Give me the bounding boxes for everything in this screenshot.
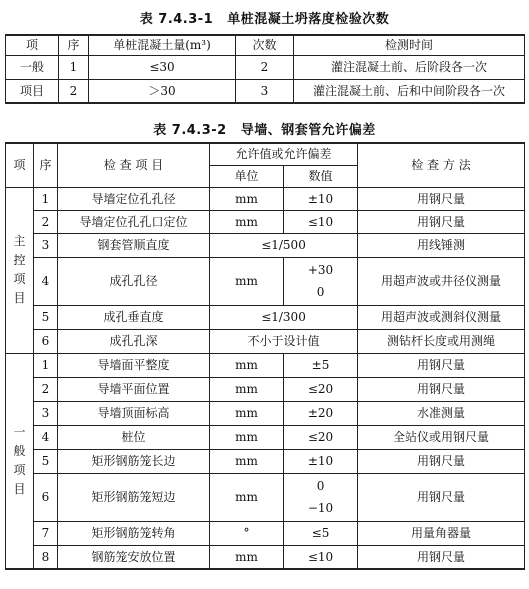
time-cell: 灌注混凝土前、后和中间阶段各一次 (294, 79, 525, 103)
item-cell: 导墙平面位置 (58, 377, 210, 401)
seq-cell: 5 (34, 305, 58, 329)
unit-cell: mm (210, 425, 284, 449)
value-cell: ±20 (284, 401, 358, 425)
item-cell: 钢筋笼安放位置 (58, 545, 210, 569)
seq-cell: 4 (34, 257, 58, 305)
seq-cell: 2 (34, 377, 58, 401)
seq-cell: 3 (34, 401, 58, 425)
qty-cell: ＞30 (89, 79, 236, 103)
method-cell: 水准测量 (358, 401, 525, 425)
seq-cell: 5 (34, 449, 58, 473)
table-row (6, 425, 525, 449)
value-cell: ≤20 (284, 425, 358, 449)
table-row (6, 257, 525, 305)
table1-caption (0, 8, 529, 27)
seq-cell: 1 (59, 55, 89, 79)
seq-cell: 3 (34, 233, 58, 257)
item-cell: 成孔孔深 (58, 329, 210, 353)
unit-cell: mm (210, 353, 284, 377)
table-row (6, 401, 525, 425)
table2 (5, 142, 525, 570)
header-value: 数值 (284, 165, 358, 187)
method-cell: 用钢尺量 (358, 187, 525, 210)
item-cell: 导墙定位孔孔口定位 (58, 210, 210, 233)
table1 (5, 34, 525, 104)
table-row (6, 377, 525, 401)
header-seq: 序 (59, 35, 89, 55)
method-cell: 用超声波或井径仪测量 (358, 257, 525, 305)
header-qty: 单桩混凝土量(m³) (89, 35, 236, 55)
unit-cell: mm (210, 187, 284, 210)
unit-cell: mm (210, 210, 284, 233)
header-item: 项 (6, 143, 34, 187)
method-cell: 全站仪或用钢尺量 (358, 425, 525, 449)
method-cell: 用线锤测 (358, 233, 525, 257)
seq-cell: 2 (34, 210, 58, 233)
seq-cell: 7 (34, 521, 58, 545)
table-row (6, 329, 525, 353)
seq-cell: 1 (34, 353, 58, 377)
method-cell: 用钢尺量 (358, 377, 525, 401)
item-cell: 矩形钢筋笼短边 (58, 473, 210, 521)
seq-cell: 8 (34, 545, 58, 569)
seq-cell: 6 (34, 473, 58, 521)
method-cell: 测钻杆长度或用测绳 (358, 329, 525, 353)
method-cell: 用钢尺量 (358, 210, 525, 233)
general-category-cell: 一 般 项 目 (6, 353, 34, 569)
value-cell: ±10 (284, 449, 358, 473)
header-count: 次数 (236, 35, 294, 55)
header-check-item: 检 查 项 目 (58, 143, 210, 187)
merged-value-cell: 不小于设计值 (210, 329, 358, 353)
method-cell: 用量角器量 (358, 521, 525, 545)
table2-title: 导墙、钢套管允许偏差 (240, 123, 376, 138)
method-cell: 用超声波或测斜仪测量 (358, 305, 525, 329)
table-row (6, 55, 525, 79)
table-row (6, 473, 525, 521)
table1-header-row (6, 35, 525, 55)
count-cell: 2 (236, 55, 294, 79)
count-cell: 3 (236, 79, 294, 103)
value-cell: 0 −10 (284, 473, 358, 521)
table2-caption (0, 119, 529, 138)
item-cell: 成孔孔径 (58, 257, 210, 305)
table-row (6, 353, 525, 377)
item-cell: 矩形钢筋笼转角 (58, 521, 210, 545)
table-row (6, 210, 525, 233)
qty-cell: ≤30 (89, 55, 236, 79)
unit-cell: mm (210, 473, 284, 521)
value-cell: ±10 (284, 187, 358, 210)
table2-number: 表 7.4.3-2 (153, 123, 227, 138)
table2-header-row (6, 143, 525, 165)
method-cell: 用钢尺量 (358, 449, 525, 473)
merged-value-cell: ≤1/500 (210, 233, 358, 257)
value-cell: +30 0 (284, 257, 358, 305)
table1-title: 单桩混凝土坍落度检验次数 (227, 12, 390, 27)
header-time: 检测时间 (294, 35, 525, 55)
value-cell: ≤10 (284, 545, 358, 569)
category-cell: 项目 (6, 79, 59, 103)
value-cell: ≤5 (284, 521, 358, 545)
header-tolerance: 允许值或允许偏差 (210, 143, 358, 165)
seq-cell: 4 (34, 425, 58, 449)
value-cell: ±5 (284, 353, 358, 377)
unit-cell: mm (210, 401, 284, 425)
table-row (6, 521, 525, 545)
item-cell: 矩形钢筋笼长边 (58, 449, 210, 473)
category-cell: 一般 (6, 55, 59, 79)
seq-cell: 1 (34, 187, 58, 210)
seq-cell: 2 (59, 79, 89, 103)
value-cell: ≤10 (284, 210, 358, 233)
merged-value-cell: ≤1/300 (210, 305, 358, 329)
table-row (6, 187, 525, 210)
value-cell: ≤20 (284, 377, 358, 401)
header-unit: 单位 (210, 165, 284, 187)
item-cell: 成孔垂直度 (58, 305, 210, 329)
table-row (6, 449, 525, 473)
unit-cell: mm (210, 377, 284, 401)
item-cell: 导墙面平整度 (58, 353, 210, 377)
unit-cell: mm (210, 449, 284, 473)
item-cell: 导墙定位孔孔径 (58, 187, 210, 210)
method-cell: 用钢尺量 (358, 473, 525, 521)
item-cell: 导墙顶面标高 (58, 401, 210, 425)
table-row (6, 545, 525, 569)
unit-cell: ° (210, 521, 284, 545)
table1-number: 表 7.4.3-1 (139, 12, 214, 27)
main-category-cell: 主 控 项 目 (6, 187, 34, 353)
item-cell: 桩位 (58, 425, 210, 449)
header-method: 检 查 方 法 (358, 143, 525, 187)
header-item: 项 (6, 35, 59, 55)
item-cell: 钢套管顺直度 (58, 233, 210, 257)
unit-cell: mm (210, 545, 284, 569)
time-cell: 灌注混凝土前、后阶段各一次 (294, 55, 525, 79)
method-cell: 用钢尺量 (358, 545, 525, 569)
table-row (6, 305, 525, 329)
header-seq: 序 (34, 143, 58, 187)
method-cell: 用钢尺量 (358, 353, 525, 377)
table-row (6, 233, 525, 257)
seq-cell: 6 (34, 329, 58, 353)
unit-cell: mm (210, 257, 284, 305)
table-row (6, 79, 525, 103)
